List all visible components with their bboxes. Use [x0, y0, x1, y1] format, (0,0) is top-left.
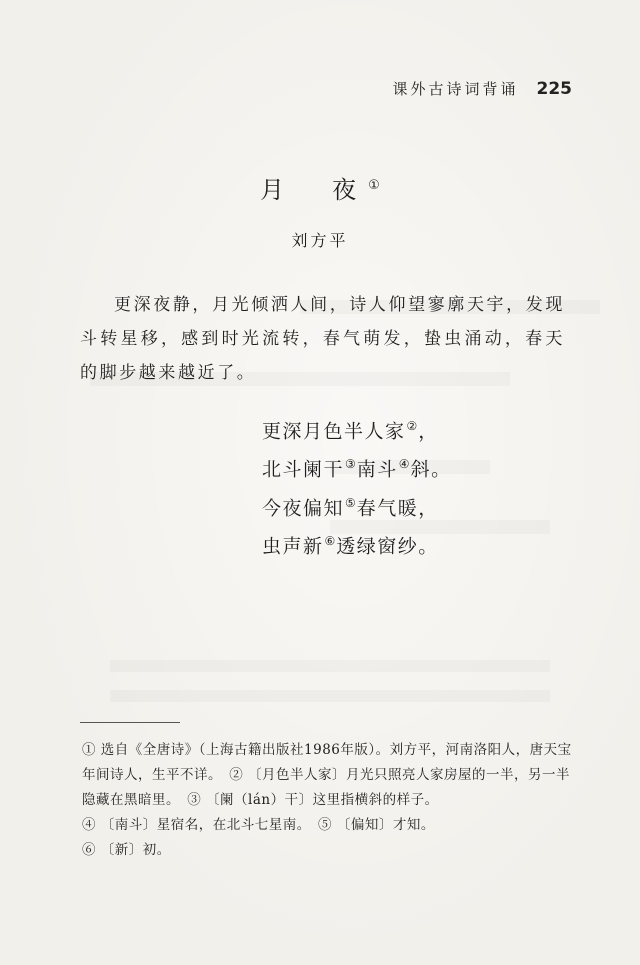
footnote-marker: ④ — [398, 457, 410, 472]
footnote-marker: ⑤ — [345, 495, 356, 510]
verse-text: 斜。 — [410, 458, 452, 481]
footnote-paragraph: ④ 〔南斗〕星宿名，在北斗七星南。 ⑤ 〔偏知〕才知。 — [82, 817, 435, 833]
footnote-marker: ② — [406, 419, 418, 433]
bleed-through-mark — [110, 660, 550, 672]
verse-line — [262, 410, 452, 448]
poem-title — [0, 170, 640, 205]
footnote-marker: ③ — [345, 457, 356, 472]
verse-text: 北斗阑干 — [262, 458, 345, 481]
verse-text: 更深月色半人家 — [262, 420, 406, 443]
page-number: 225 — [536, 79, 572, 99]
verse-text: 虫声新 — [262, 535, 324, 558]
poem-title-text: 月 夜 — [260, 176, 369, 204]
verse-line — [262, 448, 452, 486]
verse-line — [262, 525, 452, 563]
bleed-through-mark — [110, 690, 550, 702]
poem-verses — [262, 410, 452, 563]
section-title: 课外古诗词背诵 — [392, 80, 519, 98]
verse-text: 南斗 — [356, 458, 398, 481]
footnote-divider — [80, 722, 180, 723]
footnote-paragraph: ⑥ 〔新〕初。 — [82, 842, 171, 858]
poem-author: 刘方平 — [291, 231, 349, 250]
verse-line — [262, 487, 452, 525]
verse-text: 今夜偏知 — [262, 496, 345, 519]
footnote-marker: ⑥ — [324, 533, 336, 548]
verse-text: 春气暖， — [356, 496, 439, 519]
verse-text: 透绿窗纱。 — [336, 535, 439, 558]
poem-introduction: 更深夜静，月光倾洒人间，诗人仰望寥廓天宇，发现斗转星移，感到时光流转，春气萌发，蛰虫涌动，春天的脚步越来越近了。 — [80, 295, 565, 383]
footnote-paragraph: ① 选自《全唐诗》（上海古籍出版社1986年版）。刘方平，河南洛阳人，唐天宝年间诗人，生平不详。 ② 〔月色半人家〕月光只照亮人家房屋的一半，另一半隐藏在黑暗里。 ③ 〔阑（lán）干〕这里指横斜的样子。 — [82, 742, 572, 808]
title-footnote-marker: ① — [368, 178, 380, 193]
running-header — [392, 78, 572, 99]
verse-text: ， — [418, 420, 439, 443]
footnotes — [82, 738, 572, 863]
